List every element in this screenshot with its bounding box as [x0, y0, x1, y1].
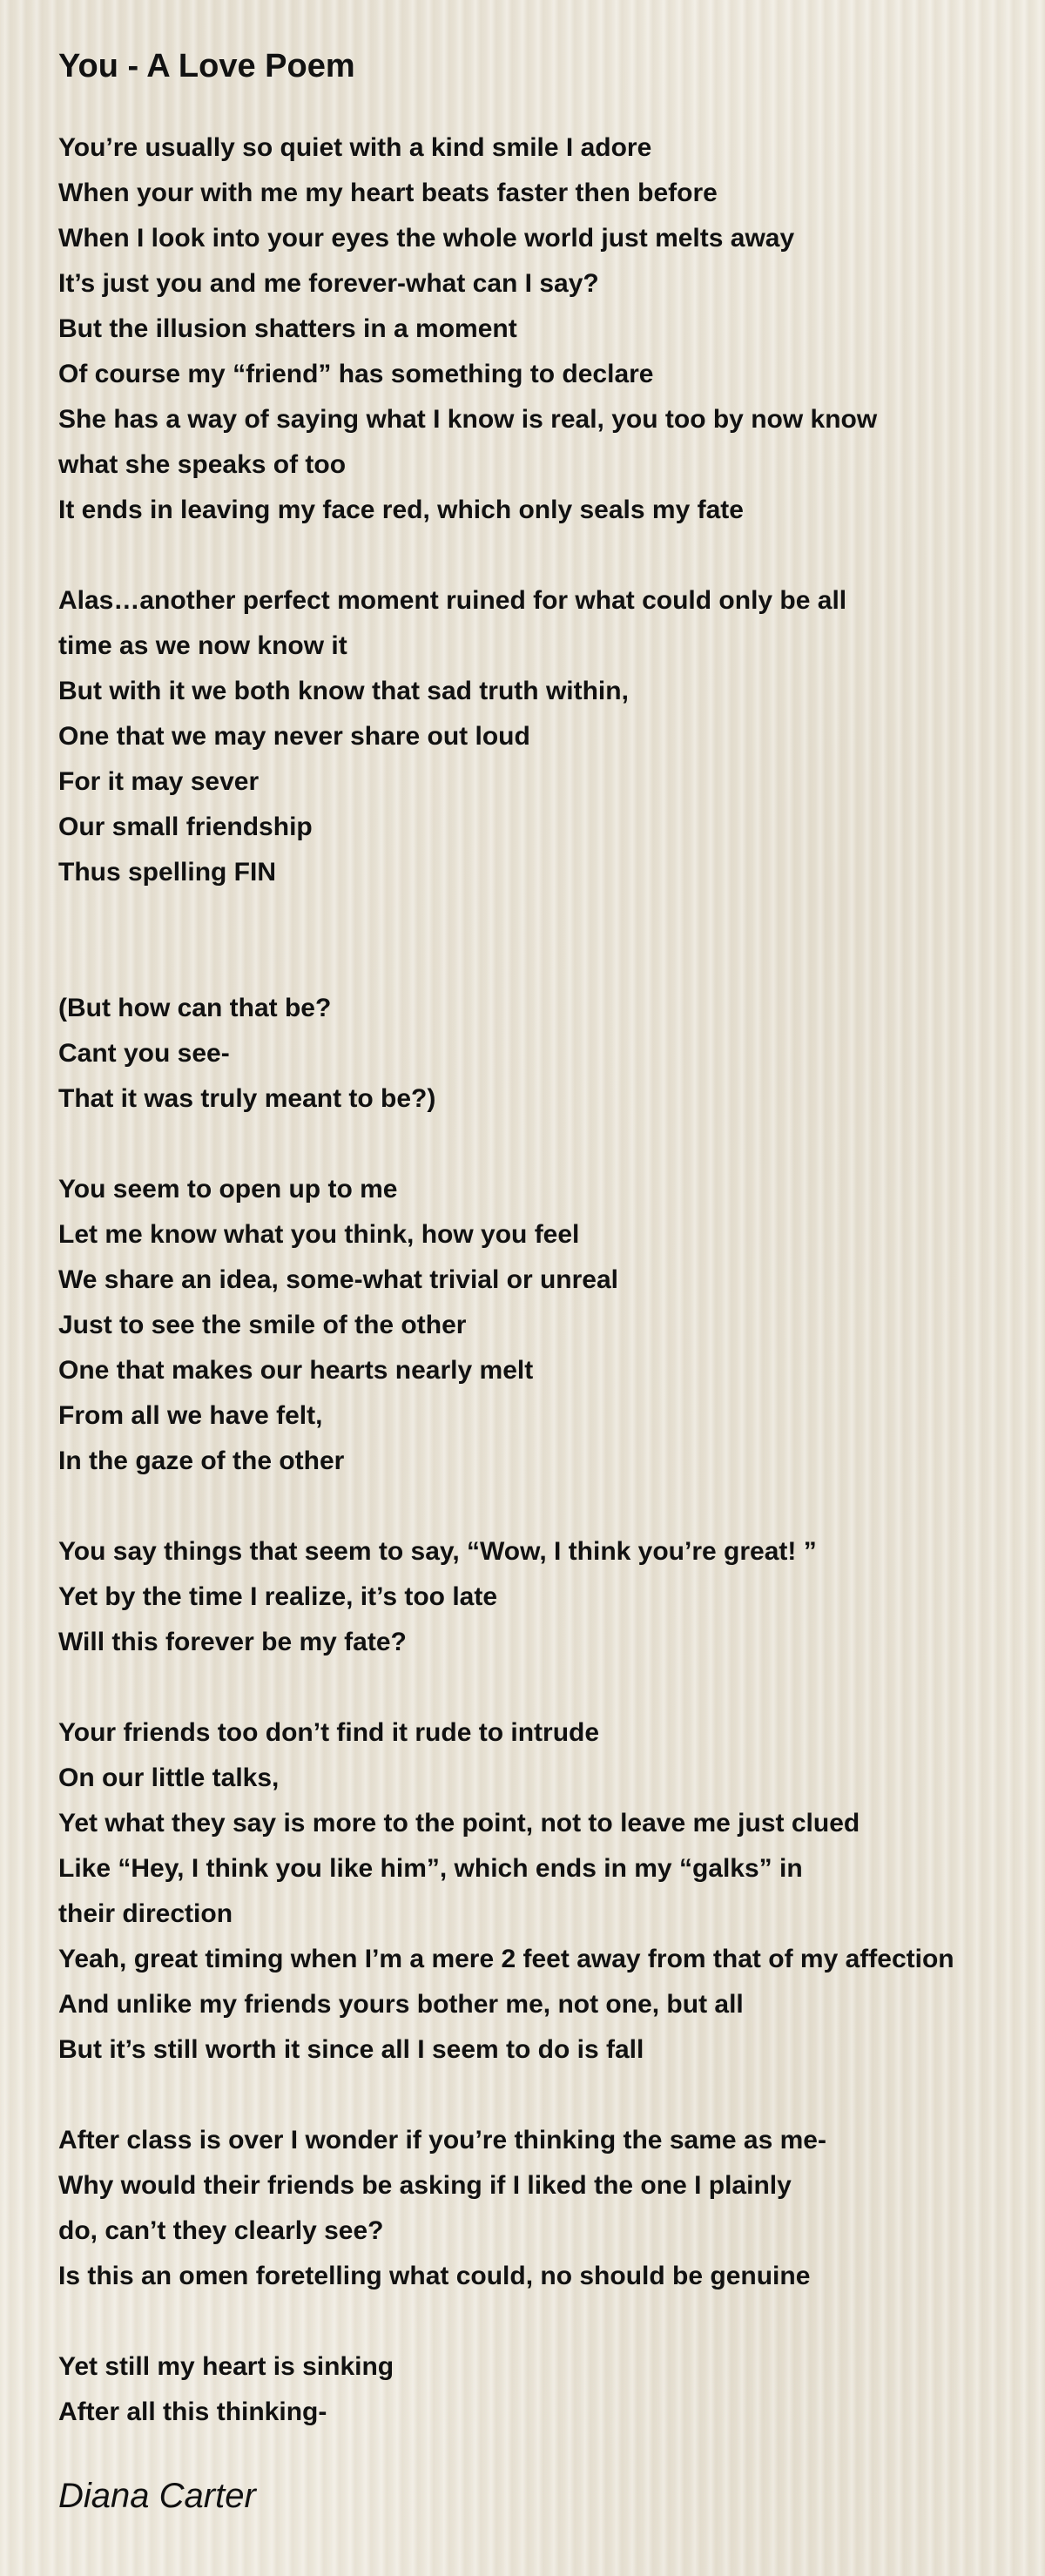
- poem-title: You - A Love Poem: [58, 48, 355, 84]
- poem-line: For it may sever: [58, 767, 260, 796]
- poem-line: Yet what they say is more to the point, not to leave me just clued: [58, 1809, 860, 1838]
- poem-page: [58, 44, 1028, 2520]
- poem-line: You’re usually so quiet with a kind smile I adore: [58, 133, 652, 162]
- poem-line: Cant you see-: [58, 1039, 230, 1068]
- poem-line: One that we may never share out loud: [58, 722, 530, 751]
- poem-line: After all this thinking-: [58, 2397, 327, 2426]
- poem-line: That it was truly meant to be?): [58, 1084, 436, 1113]
- poem-line: In the gaze of the other: [58, 1446, 345, 1475]
- poem-line: But with it we both know that sad truth within,: [58, 677, 629, 705]
- poem-line: Yet still my heart is sinking: [58, 2352, 394, 2381]
- poem-line: time as we now know it: [58, 631, 347, 660]
- poem-line: Just to see the smile of the other: [58, 1311, 467, 1339]
- poem-line: Alas…another perfect moment ruined for what could only be all: [58, 586, 847, 615]
- poem-line: You seem to open up to me: [58, 1175, 398, 1204]
- poem-line: She has a way of saying what I know is real, you too by now know: [58, 405, 878, 434]
- poem-line: Your friends too don’t find it rude to intrude: [58, 1718, 600, 1747]
- stanza-2: [58, 578, 1028, 895]
- poem-author: Diana Carter: [58, 2477, 256, 2515]
- poem-line: Of course my “friend” has something to declare: [58, 360, 654, 388]
- poem-line: It ends in leaving my face red, which only seals my fate: [58, 496, 744, 524]
- poem-line: Thus spelling FIN: [58, 858, 277, 887]
- poem-line: (But how can that be?: [58, 994, 332, 1022]
- poem-line: Let me know what you think, how you feel: [58, 1220, 580, 1249]
- poem-line: We share an idea, some-what trivial or unreal: [58, 1265, 618, 1294]
- poem-line: Like “Hey, I think you like him”, which ends in my “galks” in: [58, 1854, 803, 1883]
- poem-line: And unlike my friends yours bother me, not one, but all: [58, 1990, 744, 2019]
- stanza-5: [58, 1529, 1028, 1665]
- poem-line: When I look into your eyes the whole world just melts away: [58, 224, 795, 253]
- poem-line: But the illusion shatters in a moment: [58, 314, 517, 343]
- poem-line: On our little talks,: [58, 1763, 280, 1792]
- stanza-1: [58, 125, 1028, 533]
- poem-line: Our small friendship: [58, 813, 313, 841]
- stanza-7: [58, 2118, 1028, 2299]
- poem-line: You say things that seem to say, “Wow, I think you’re great! ”: [58, 1537, 817, 1566]
- poem-line: Is this an omen foretelling what could, no should be genuine: [58, 2262, 811, 2290]
- stanza-4: [58, 1167, 1028, 1484]
- poem-line: their direction: [58, 1899, 233, 1928]
- stanza-3: [58, 986, 1028, 1122]
- poem-line: After class is over I wonder if you’re thinking the same as me-: [58, 2126, 826, 2155]
- stanza-6: [58, 1710, 1028, 2073]
- poem-line: But it’s still worth it since all I seem to do is fall: [58, 2035, 644, 2064]
- poem-line: It’s just you and me forever-what can I say?: [58, 269, 599, 298]
- stanza-8: [58, 2344, 1028, 2435]
- poem-line: Why would their friends be asking if I liked the one I plainly: [58, 2171, 792, 2200]
- poem-line: When your with me my heart beats faster then before: [58, 179, 718, 207]
- poem-line: One that makes our hearts nearly melt: [58, 1356, 534, 1385]
- poem-line: Yeah, great timing when I’m a mere 2 feet away from that of my affection: [58, 1945, 954, 1973]
- poem-line: Will this forever be my fate?: [58, 1628, 407, 1656]
- poem-line: do, can’t they clearly see?: [58, 2216, 384, 2245]
- poem-line: Yet by the time I realize, it’s too late: [58, 1582, 498, 1611]
- poem-line: From all we have felt,: [58, 1401, 323, 1430]
- poem-line: what she speaks of too: [58, 450, 347, 479]
